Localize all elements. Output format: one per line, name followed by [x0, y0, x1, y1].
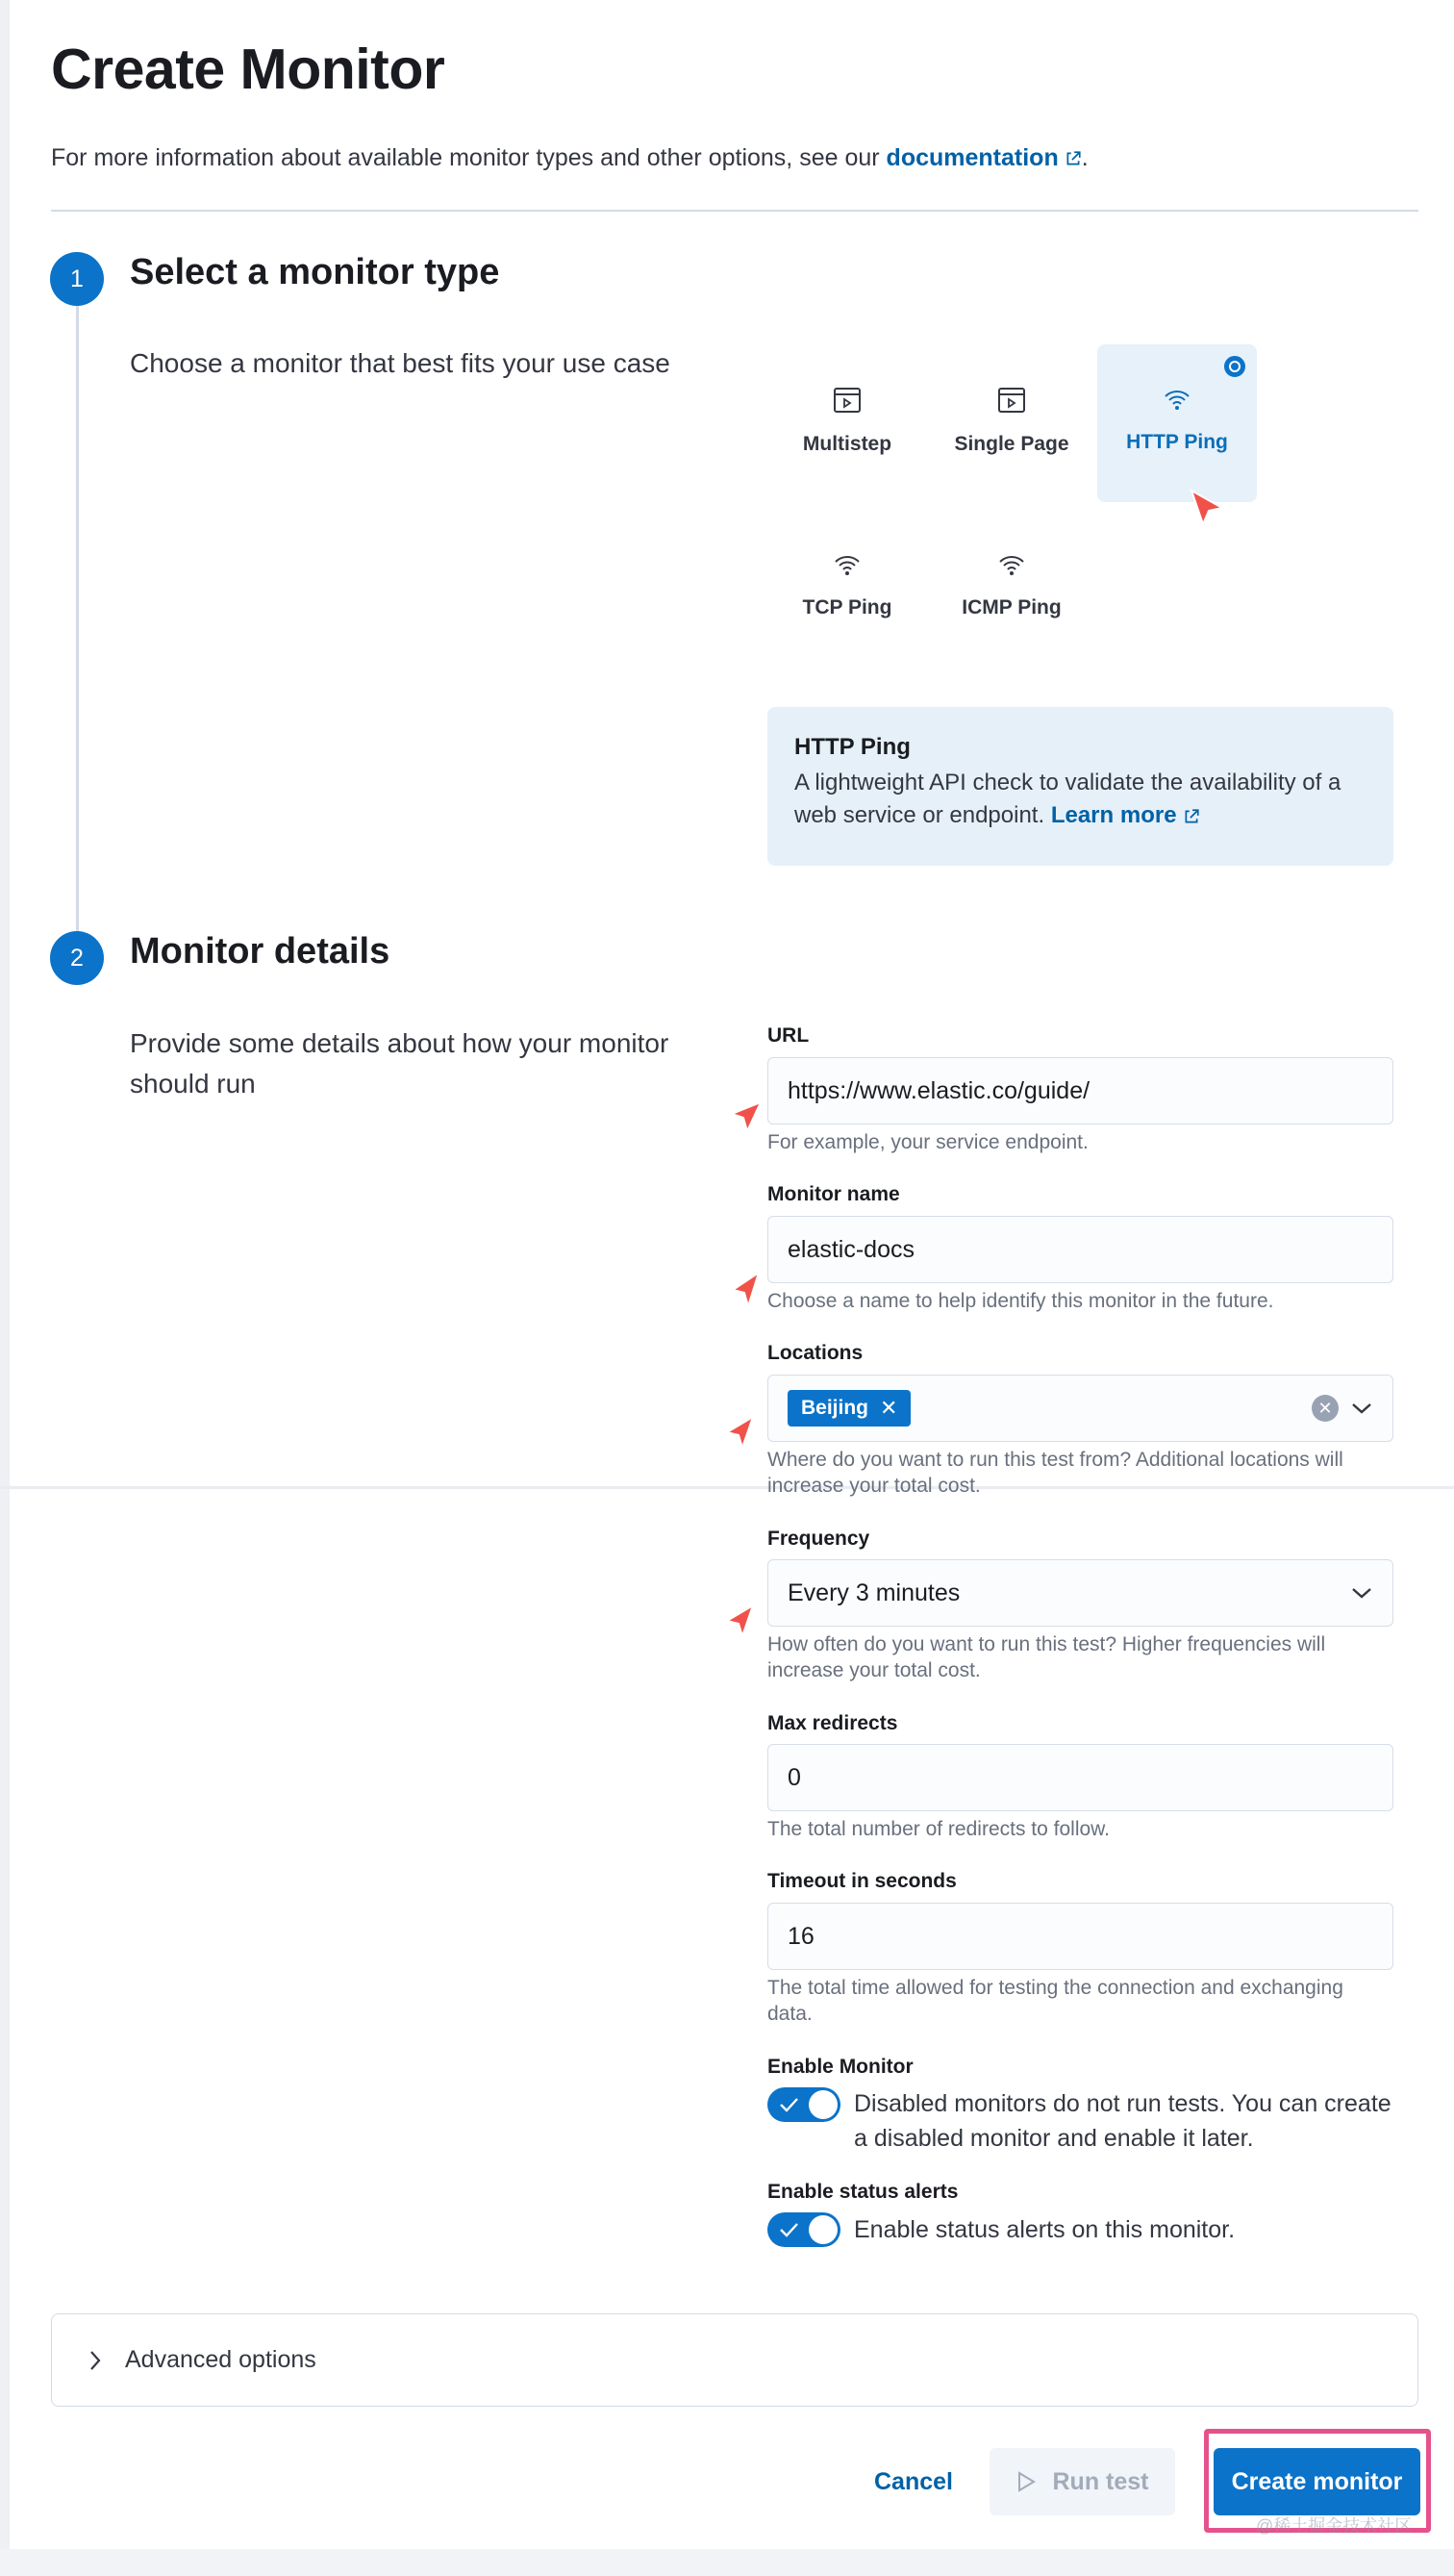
external-link-icon [1065, 150, 1082, 167]
browser-window-icon [997, 387, 1026, 414]
monitor-name-input[interactable]: elastic-docs [767, 1216, 1393, 1283]
max-redirects-help: The total number of redirects to follow. [767, 1818, 1111, 1840]
info-title: HTTP Ping [794, 734, 911, 760]
step-connector-line [76, 306, 79, 931]
browser-window-icon [833, 387, 862, 414]
monitor-type-label: Single Page [954, 433, 1069, 455]
checkmark-icon [778, 2219, 799, 2240]
checkmark-icon [778, 2094, 799, 2115]
play-icon [1016, 2471, 1036, 2492]
run-test-label: Run test [1052, 2467, 1149, 2495]
toggle-knob [809, 2215, 838, 2244]
step-1-title: Select a monitor type [130, 252, 500, 292]
monitor-name-label: Monitor name [767, 1183, 900, 1205]
external-link-icon [1183, 808, 1200, 825]
monitor-type-tcp-ping[interactable] [767, 510, 927, 668]
monitor-type-single-page[interactable] [932, 344, 1091, 502]
cursor-pointer-icon [723, 1414, 758, 1451]
enable-monitor-toggle[interactable] [767, 2087, 840, 2122]
monitor-type-info-callout [767, 707, 1393, 866]
monitor-type-http-ping[interactable] [1097, 344, 1257, 502]
cursor-pointer-icon [723, 1603, 758, 1639]
enable-alerts-toggle[interactable] [767, 2212, 840, 2247]
chevron-down-icon[interactable] [1350, 1401, 1373, 1416]
remove-chip-icon[interactable]: ✕ [880, 1396, 898, 1420]
cancel-button[interactable]: Cancel [874, 2467, 953, 2495]
advanced-options-label: Advanced options [125, 2346, 316, 2373]
info-text: A lightweight API check to validate the availability of a web service or endpoint. [794, 770, 1341, 828]
monitor-type-label: TCP Ping [802, 596, 892, 619]
url-help: For example, your service endpoint. [767, 1131, 1089, 1153]
advanced-options-accordion[interactable] [51, 2313, 1418, 2407]
enable-alerts-text: Enable status alerts on this monitor. [854, 2216, 1236, 2243]
max-redirects-label: Max redirects [767, 1712, 898, 1734]
frequency-select[interactable] [767, 1559, 1393, 1627]
learn-more-link[interactable]: Learn more [1050, 802, 1177, 828]
create-monitor-button[interactable]: Create monitor [1214, 2448, 1420, 2515]
step-1-description: Choose a monitor that best fits your use case [130, 348, 670, 378]
url-label: URL [767, 1024, 810, 1047]
title-divider [51, 210, 1418, 212]
watermark: @稀土掘金技术社区 [1256, 2516, 1413, 2536]
frequency-label: Frequency [767, 1528, 870, 1550]
frequency-value: Every 3 minutes [788, 1578, 961, 1606]
location-chip-label: Beijing [801, 1397, 869, 1419]
run-test-button[interactable] [990, 2448, 1175, 2515]
max-redirects-input[interactable]: 0 [767, 1744, 1393, 1811]
wifi-icon [997, 552, 1026, 577]
frequency-help: How often do you want to run this test? Higher frequencies will increase your total cost. [767, 1633, 1326, 1681]
location-chip [788, 1390, 911, 1427]
wifi-icon [1163, 387, 1191, 412]
monitor-type-label: ICMP Ping [962, 596, 1062, 619]
intro-end: . [1081, 144, 1089, 171]
monitor-type-label: HTTP Ping [1126, 431, 1228, 453]
locations-label: Locations [767, 1342, 864, 1364]
cursor-pointer-icon [1189, 488, 1225, 532]
monitor-type-multistep[interactable] [767, 344, 927, 502]
timeout-help: The total time allowed for testing the connection and exchanging data. [767, 1977, 1343, 2025]
documentation-link[interactable]: documentation [886, 144, 1059, 171]
url-input[interactable]: https://www.elastic.co/guide/ [767, 1057, 1393, 1124]
timeout-input[interactable]: 16 [767, 1903, 1393, 1970]
info-description [794, 767, 1366, 832]
chevron-right-icon [88, 2349, 102, 2372]
enable-alerts-label: Enable status alerts [767, 2181, 959, 2203]
monitor-type-label: Multistep [802, 433, 892, 455]
timeout-label: Timeout in seconds [767, 1870, 957, 1892]
step-2-number: 2 [50, 931, 104, 985]
selected-radio-icon [1224, 356, 1245, 377]
cursor-pointer-icon [729, 1099, 764, 1134]
intro-text: For more information about available monitor types and other options, see our [51, 144, 880, 171]
wifi-icon [833, 552, 862, 577]
step-1-number: 1 [50, 252, 104, 306]
page-title: Create Monitor [51, 38, 445, 101]
toggle-knob [809, 2090, 838, 2119]
enable-monitor-text: Disabled monitors do not run tests. You can create a disabled monitor and enable it later. [854, 2090, 1391, 2152]
step-2-title: Monitor details [130, 931, 390, 972]
locations-combobox[interactable] [767, 1375, 1393, 1442]
step-2-description: Provide some details about how your monitor should run [130, 1028, 669, 1099]
page-intro [51, 144, 1089, 172]
monitor-type-icmp-ping[interactable] [932, 510, 1091, 668]
locations-help: Where do you want to run this test from? Additional locations will increase your total cost. [767, 1449, 1343, 1497]
enable-monitor-label: Enable Monitor [767, 2056, 914, 2078]
clear-icon[interactable]: ✕ [1312, 1395, 1339, 1422]
monitor-name-help: Choose a name to help identify this monitor in the future. [767, 1290, 1274, 1312]
chevron-down-icon [1350, 1585, 1373, 1601]
cursor-pointer-icon [729, 1270, 764, 1310]
